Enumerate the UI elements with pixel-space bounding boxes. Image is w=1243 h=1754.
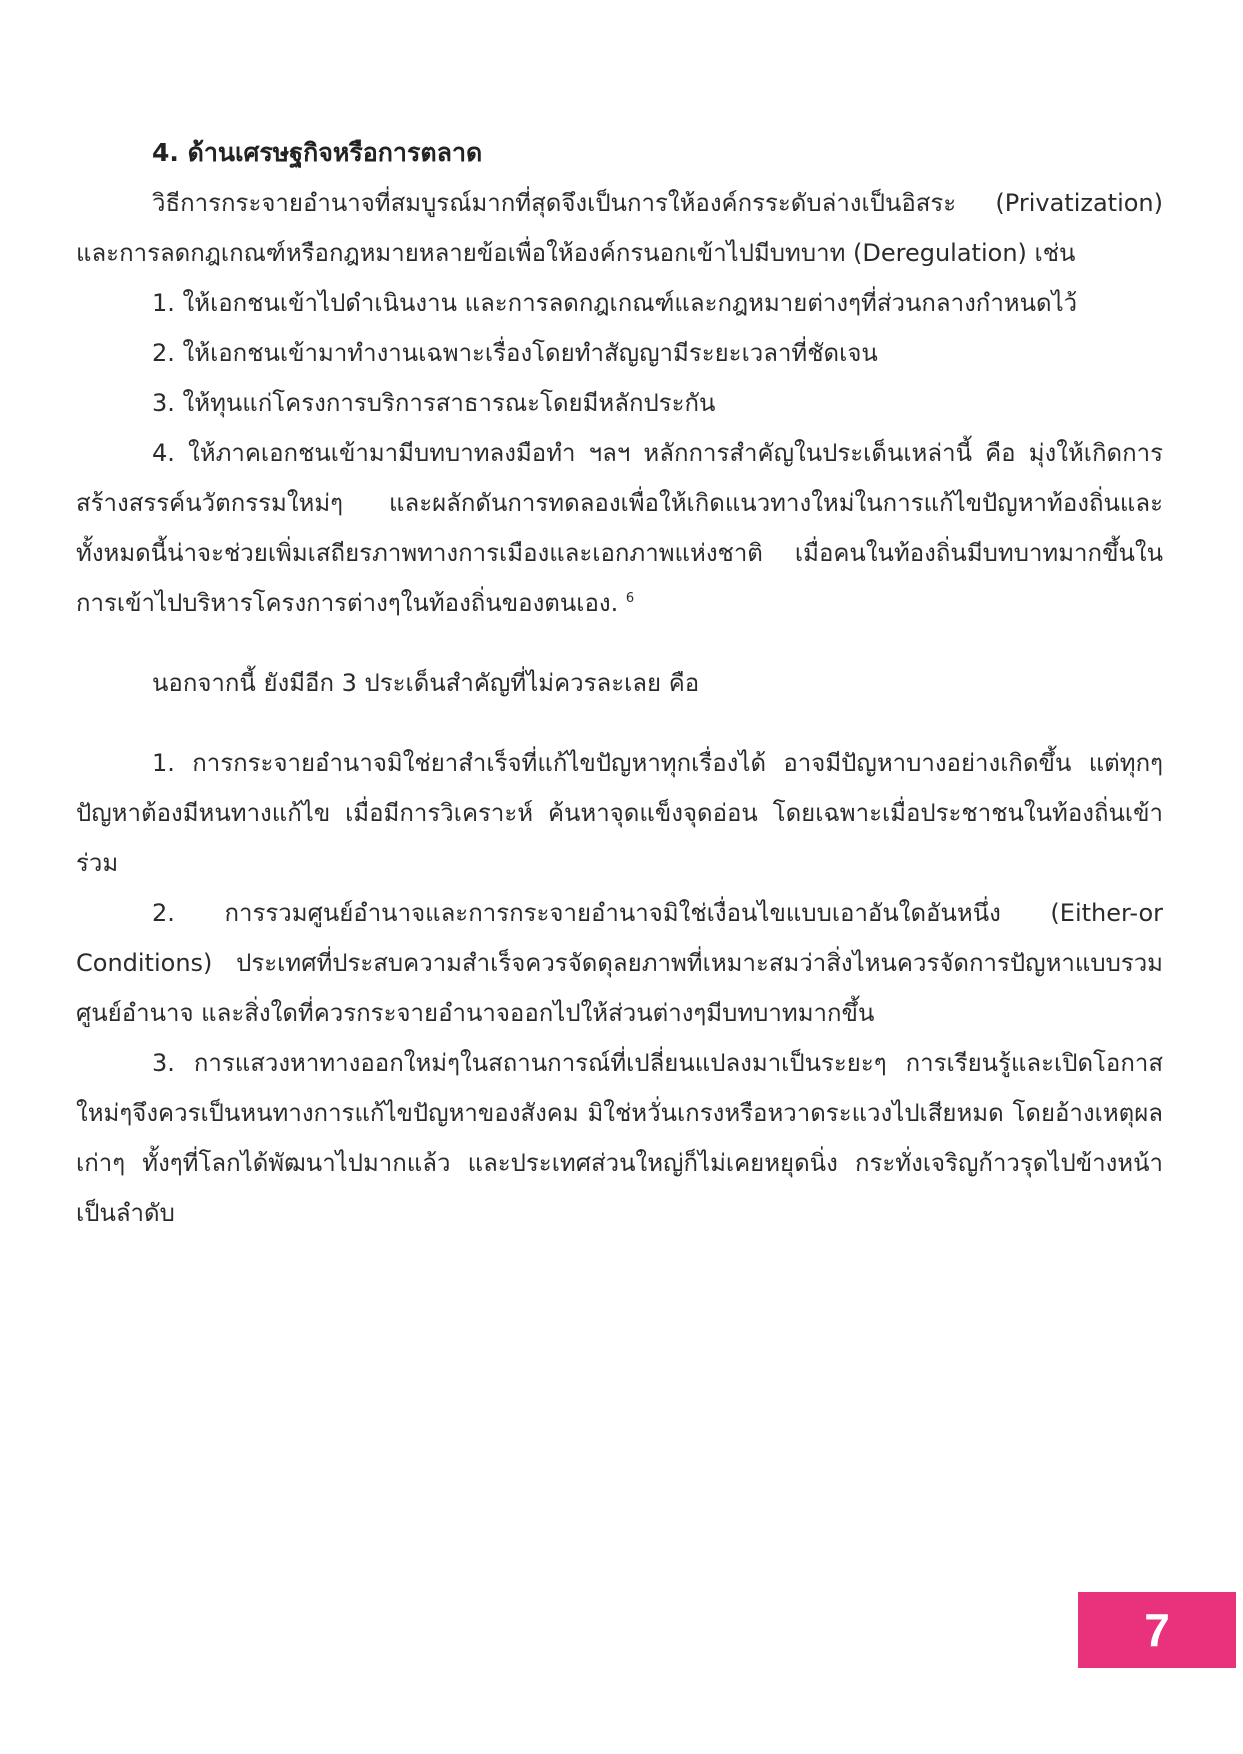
- point-item: 2. การรวมศูนย์อำนาจและการกระจายอำนาจมิใช่เงื่อนไขแบบเอาอันใดอันหนึ่ง (Either-or Conditions) ประเทศที่ประสบความสำเร็จควรจัดดุลยภาพที่เหมาะสมว่าสิ่งไหนควรจัดการปัญหาแบบรวมศูนย์อำนาจ และสิ่งใดที่ควรกระจายอำนาจออกไปให้ส่วนต่างๆมีบทบาทมากขึ้น: [76, 899, 1163, 1027]
- body-content: [76, 128, 1163, 1238]
- list-item-four: [76, 428, 1163, 628]
- page-number-badge: 7: [1078, 1592, 1236, 1668]
- list-item: 3. ให้ทุนแก่โครงการบริการสาธารณะโดยมีหลักประกัน: [152, 389, 716, 417]
- footnote-reference: 6: [625, 591, 635, 606]
- list-item: 1. ให้เอกชนเข้าไปดำเนินงาน และการลดกฎเกณฑ์และกฎหมายต่างๆที่ส่วนกลางกำหนดไว้: [152, 289, 1078, 317]
- list-item-four-text: 4. ให้ภาคเอกชนเข้ามามีบทบาทลงมือทำ ฯลฯ หลักการสำคัญในประเด็นเหล่านี้ คือ มุ่งให้เกิดการสร้างสรรค์นวัตกรรมใหม่ๆ และผลักดันการทดลองเพื่อให้เกิดแนวทางใหม่ในการแก้ไขปัญหาท้องถิ่นและทั้งหมดนี้น่าจะช่วยเพิ่มเสถียรภาพทางการเมืองและเอกภาพแห่งชาติ เมื่อคนในท้องถิ่นมีบทบาทมากขึ้นในการเข้าไปบริหารโครงการต่างๆในท้องถิ่นของตนเอง.: [76, 439, 1163, 617]
- section-heading: 4. ด้านเศรษฐกิจหรือการตลาด: [152, 138, 483, 167]
- point-item: 3. การแสวงหาทางออกใหม่ๆในสถานการณ์ที่เปลี่ยนแปลงมาเป็นระยะๆ การเรียนรู้และเปิดโอกาสใหม่ๆจึงควรเป็นหนทางการแก้ไขปัญหาของสังคม มิใช่หวั่นเกรงหรือหวาดระแวงไปเสียหมด โดยอ้างเหตุผลเก่าๆ ทั้งๆที่โลกได้พัฒนาไปมากแล้ว และประเทศส่วนใหญ่ก็ไม่เคยหยุดนิ่ง กระทั่งเจริญก้าวรุดไปข้างหน้าเป็นลำดับ: [76, 1049, 1163, 1227]
- additional-intro: นอกจากนี้ ยังมีอีก 3 ประเด็นสำคัญที่ไม่ควรละเลย คือ: [152, 669, 700, 697]
- spacer: [76, 628, 1163, 658]
- spacer: [76, 708, 1163, 738]
- intro-paragraph: วิธีการกระจายอำนาจที่สมบูรณ์มากที่สุดจึงเป็นการให้องค์กรระดับล่างเป็นอิสระ (Privatization) และการลดกฎเกณฑ์หรือกฎหมายหลายข้อเพื่อให้องค์กรนอกเข้าไปมีบทบาท (Deregulation) เช่น: [76, 189, 1163, 267]
- list-item: 2. ให้เอกชนเข้ามาทำงานเฉพาะเรื่องโดยทำสัญญามีระยะเวลาที่ชัดเจน: [152, 339, 878, 367]
- point-item: 1. การกระจายอำนาจมิใช่ยาสำเร็จที่แก้ไขปัญหาทุกเรื่องได้ อาจมีปัญหาบางอย่างเกิดขึ้น แต่ทุกๆปัญหาต้องมีหนทางแก้ไข เมื่อมีการวิเคราะห์ ค้นหาจุดแข็งจุดอ่อน โดยเฉพาะเมื่อประชาชนในท้องถิ่นเข้าร่วม: [76, 749, 1163, 877]
